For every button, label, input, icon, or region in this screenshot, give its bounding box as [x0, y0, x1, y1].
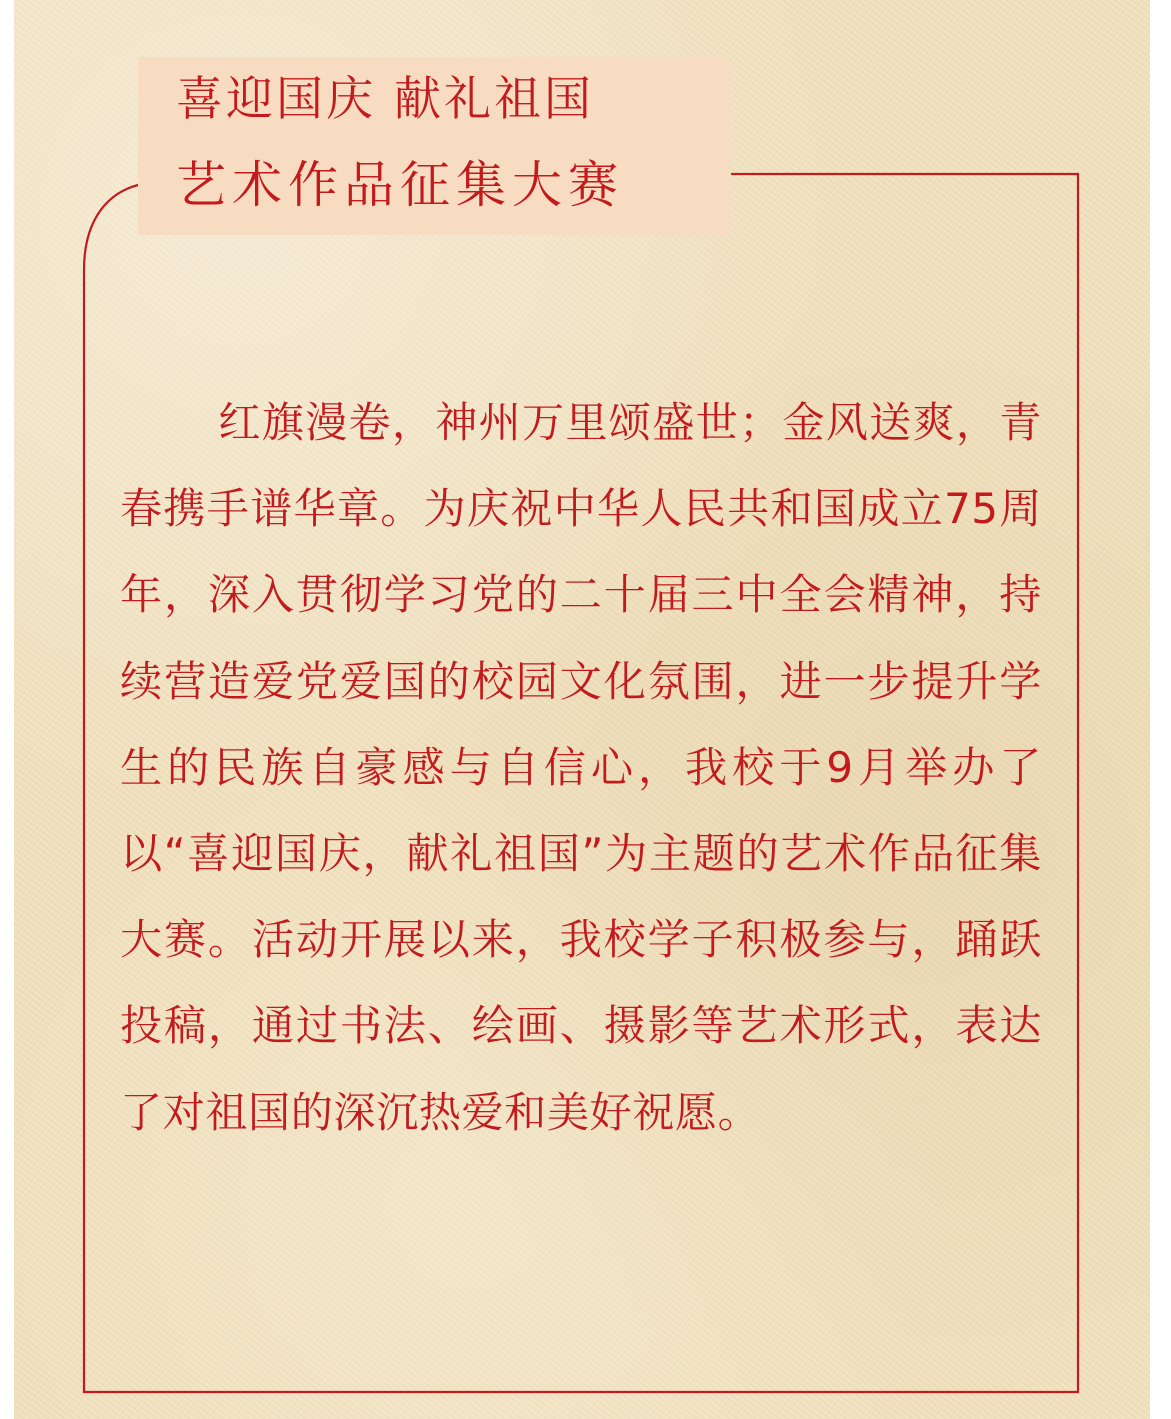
article-paragraph: 红旗漫卷，神州万里颂盛世；金风送爽，青春携手谱华章。为庆祝中华人民共和国成立75周年，深入贯彻学习党的二十届三中全会精神，持续营造爱党爱国的校园文化氛围，进一步提升学生的民族自豪感与自信心，我校于9月举办了以“喜迎国庆，献礼祖国”为主题的艺术作品征集大赛。活动开展以来，我校学子积极参与，踊跃投稿，通过书法、绘画、摄影等艺术形式，表达了对祖国的深沉热爱和美好祝愿。 [120, 398, 1042, 1137]
page-title-line-2: 艺术作品征集大赛 [176, 156, 624, 214]
page-title-line-1: 喜迎国庆 献礼祖国 [176, 72, 594, 127]
